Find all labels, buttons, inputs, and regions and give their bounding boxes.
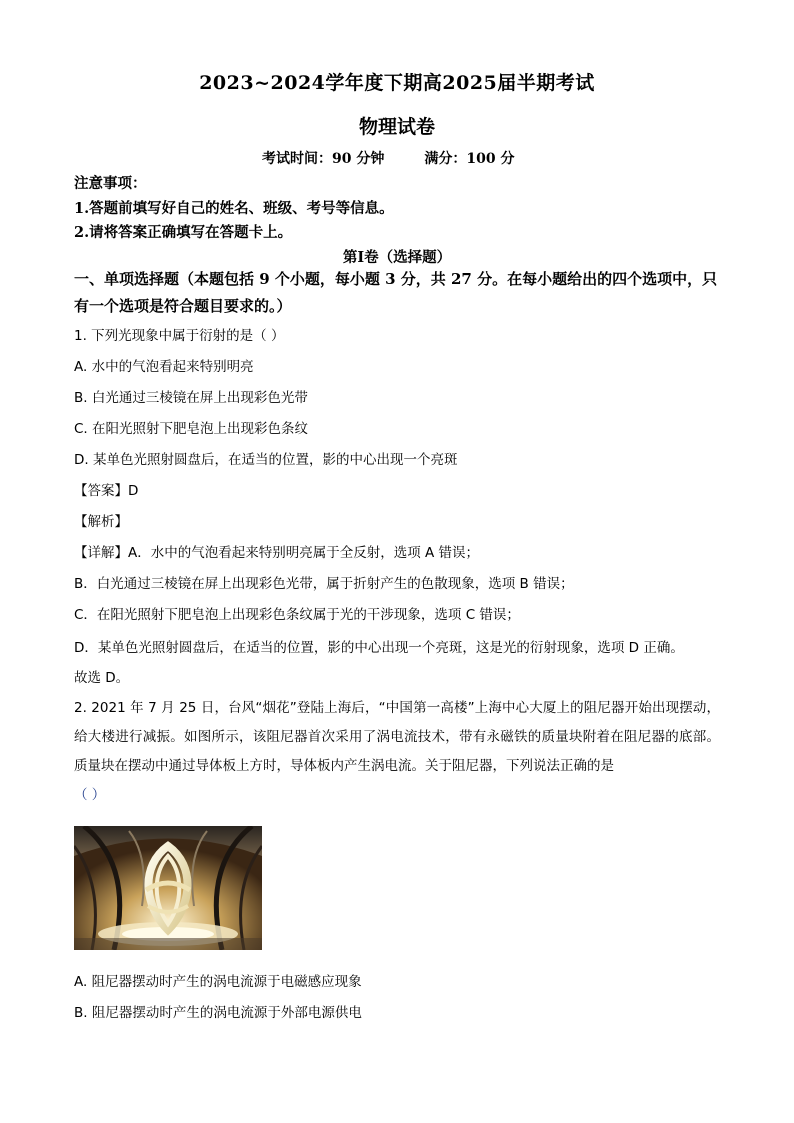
q1-detail-c: C．在阳光照射下肥皂泡上出现彩色条纹属于光的干涉现象，选项 C 错误； xyxy=(74,607,520,623)
detail-label: 【详解】 xyxy=(74,545,128,561)
q2-bracket: （ ） xyxy=(74,787,106,803)
answer-value: D xyxy=(128,483,139,499)
notice-item-2: 2.请将答案正确填写在答题卡上。 xyxy=(74,224,293,241)
exam-time: 考试时间：90 分钟 xyxy=(262,151,385,167)
detail-a-text: A．水中的气泡看起来特别明亮属于全反射，选项 A 错误； xyxy=(128,545,480,561)
answer-label: 【答案】 xyxy=(74,483,128,499)
exam-subject: 物理试卷 xyxy=(358,116,435,138)
section-title: 第Ⅰ卷（选择题） xyxy=(342,249,452,266)
q2-stem-text: 2. 2021 年 7 月 25 日，台风“烟花”登陆上海后，“中国第一高楼”上海中心大厦上的阻尼器开始出现摆动，给大楼进行减振。如图所示，该阻尼器首次采用了涡电流技术，带有永磁铁的质量块附着在阻尼器的底部。质量块在摆动中通过导体板上方时，导体板内产生涡电流。关于阻尼器，下列说法正确的是 xyxy=(74,700,720,774)
q1-detail-b: B．白光通过三棱镜在屏上出现彩色光带，属于折射产生的色散现象，选项 B 错误； xyxy=(74,576,574,592)
q1-option-c: C. 在阳光照射下肥皂泡上出现彩色条纹 xyxy=(74,421,309,437)
q1-conclusion: 故选 D。 xyxy=(74,670,130,686)
q1-option-d: D. 某单色光照射圆盘后，在适当的位置，影的中心出现一个亮斑 xyxy=(74,452,458,468)
notice-item-1: 1.答题前填写好自己的姓名、班级、考号等信息。 xyxy=(74,200,394,217)
damper-illustration xyxy=(74,826,262,950)
q1-option-b: B. 白光通过三棱镜在屏上出现彩色光带 xyxy=(74,390,308,406)
analysis-label: 【解析】 xyxy=(74,514,128,530)
q2-option-a: A. 阻尼器摆动时产生的涡电流源于电磁感应现象 xyxy=(74,974,362,990)
q2-option-b: B. 阻尼器摆动时产生的涡电流源于外部电源供电 xyxy=(74,1005,362,1021)
notice-heading: 注意事项： xyxy=(74,175,147,192)
q1-detail-d: D．某单色光照射圆盘后，在适当的位置，影的中心出现一个亮斑，这是光的衍射现象，选项 D 正确。 xyxy=(74,640,684,656)
q1-answer xyxy=(74,479,138,499)
q1-detail-a xyxy=(74,541,479,561)
q1-stem: 1. 下列光现象中属于衍射的是（ ） xyxy=(74,328,285,344)
exam-title: 2023~2024学年度下期高2025届半期考试 xyxy=(199,72,595,94)
exam-meta xyxy=(262,148,514,168)
section-heading: 一、单项选择题（本题包括 9 个小题，每小题 3 分，共 27 分。在每小题给出的四个选项中，只有一个选项是符合题目要求的。） xyxy=(74,270,718,315)
q1-option-a: A. 水中的气泡看起来特别明亮 xyxy=(74,359,254,375)
q2-stem xyxy=(74,694,720,810)
damper-photo xyxy=(74,826,262,950)
full-score: 满分：100 分 xyxy=(424,151,515,167)
